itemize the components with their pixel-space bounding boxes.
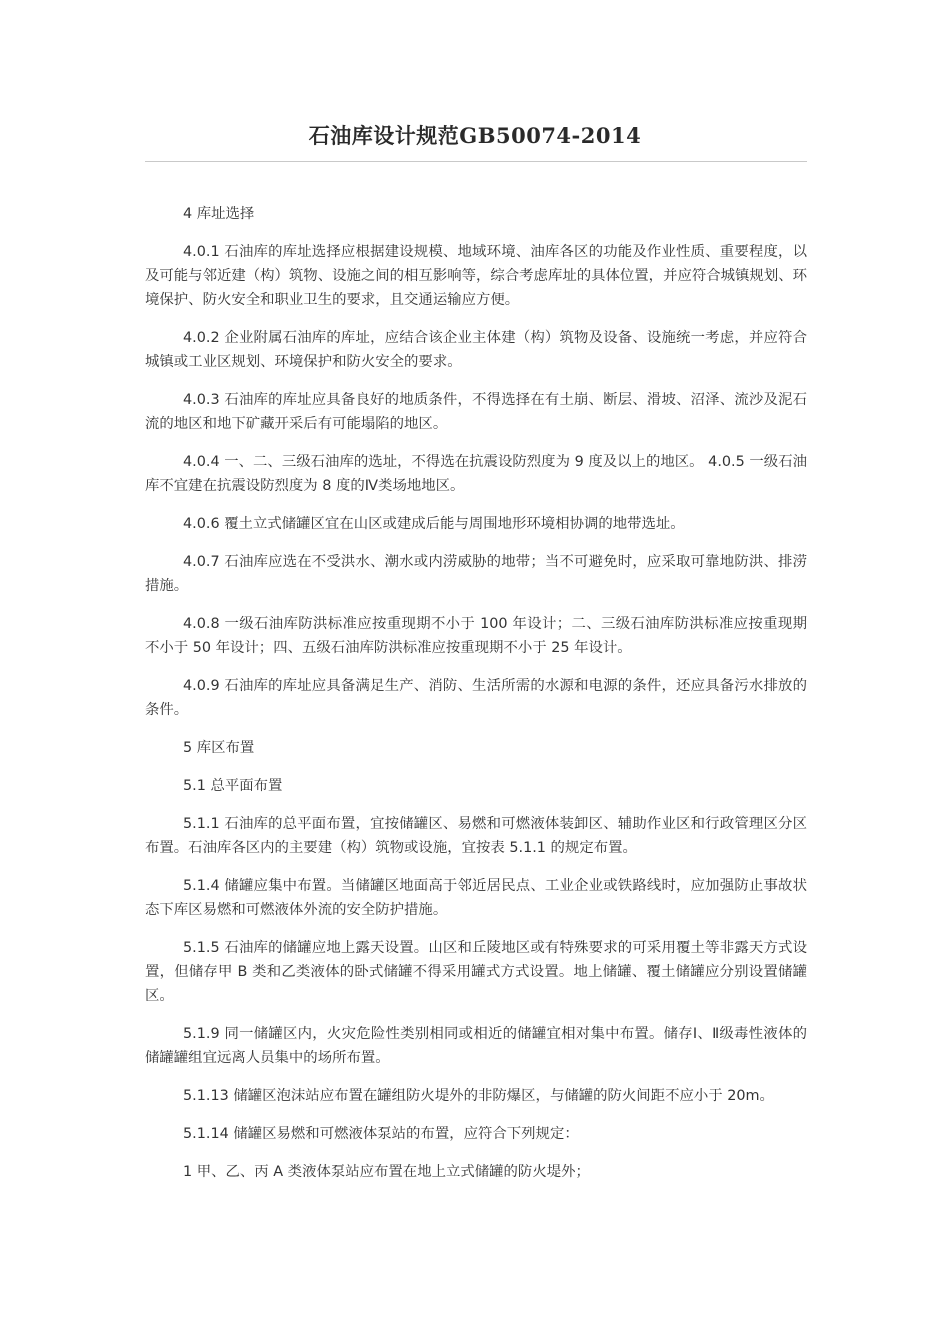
document-body xyxy=(145,202,807,1198)
clause-paragraph: 5.1.4 储罐应集中布置。当储罐区地面高于邻近居民点、工业企业或铁路线时，应加强防止事故状态下库区易燃和可燃液体外流的安全防护措施。 xyxy=(145,878,807,918)
clause-paragraph: 4.0.8 一级石油库防洪标准应按重现期不小于 100 年设计；二、三级石油库防洪标准应按重现期不小于 50 年设计；四、五级石油库防洪标准应按重现期不小于 25 年设计。 xyxy=(145,616,807,656)
clause-paragraph: 4.0.2 企业附属石油库的库址，应结合该企业主体建（构）筑物及设备、设施统一考虑，并应符合城镇或工业区规划、环境保护和防火安全的要求。 xyxy=(145,330,807,370)
section-heading: 5 库区布置 xyxy=(183,740,255,756)
clause-paragraph: 4.0.4 一、二、三级石油库的选址，不得选在抗震设防烈度为 9 度及以上的地区。 4.0.5 一级石油库不宜建在抗震设防烈度为 8 度的Ⅳ类场地地区。 xyxy=(145,454,807,494)
title-divider xyxy=(145,161,807,162)
clause-paragraph: 4.0.7 石油库应选在不受洪水、潮水或内涝威胁的地带；当不可避免时，应采取可靠地防洪、排涝措施。 xyxy=(145,554,807,594)
clause-paragraph: 4.0.6 覆土立式储罐区宜在山区或建成后能与周围地形环境相协调的地带选址。 xyxy=(183,516,685,532)
subsection-heading: 5.1 总平面布置 xyxy=(183,778,283,794)
section-heading: 4 库址选择 xyxy=(183,206,255,222)
clause-paragraph: 5.1.5 石油库的储罐应地上露天设置。山区和丘陵地区或有特殊要求的可采用覆土等非露天方式设置，但储存甲 B 类和乙类液体的卧式储罐不得采用罐式方式设置。地上储罐、覆土储罐应分别设置储罐区。 xyxy=(145,940,807,1004)
clause-paragraph: 5.1.13 储罐区泡沫站应布置在罐组防火堤外的非防爆区，与储罐的防火间距不应小于 20m。 xyxy=(183,1088,774,1104)
clause-paragraph: 4.0.1 石油库的库址选择应根据建设规模、地域环境、油库各区的功能及作业性质、重要程度，以及可能与邻近建（构）筑物、设施之间的相互影响等，综合考虑库址的具体位置，并应符合城镇规划、环境保护、防火安全和职业卫生的要求，且交通运输应方便。 xyxy=(145,244,807,308)
clause-paragraph: 5.1.1 石油库的总平面布置，宜按储罐区、易燃和可燃液体装卸区、辅助作业区和行政管理区分区布置。石油库各区内的主要建（构）筑物或设施，宜按表 5.1.1 的规定布置。 xyxy=(145,816,807,856)
clause-paragraph: 5.1.14 储罐区易燃和可燃液体泵站的布置，应符合下列规定： xyxy=(183,1126,579,1142)
clause-paragraph: 4.0.3 石油库的库址应具备良好的地质条件，不得选择在有土崩、断层、滑坡、沼泽、流沙及泥石流的地区和地下矿藏开采后有可能塌陷的地区。 xyxy=(145,392,807,432)
clause-paragraph: 1 甲、乙、丙 A 类液体泵站应布置在地上立式储罐的防火堤外； xyxy=(183,1164,590,1180)
clause-paragraph: 4.0.9 石油库的库址应具备满足生产、消防、生活所需的水源和电源的条件，还应具备污水排放的条件。 xyxy=(145,678,807,718)
document-title: 石油库设计规范GB50074-2014 xyxy=(308,123,642,148)
clause-paragraph: 5.1.9 同一储罐区内，火灾危险性类别相同或相近的储罐宜相对集中布置。储存Ⅰ、Ⅱ级毒性液体的储罐罐组宜远离人员集中的场所布置。 xyxy=(145,1026,807,1066)
